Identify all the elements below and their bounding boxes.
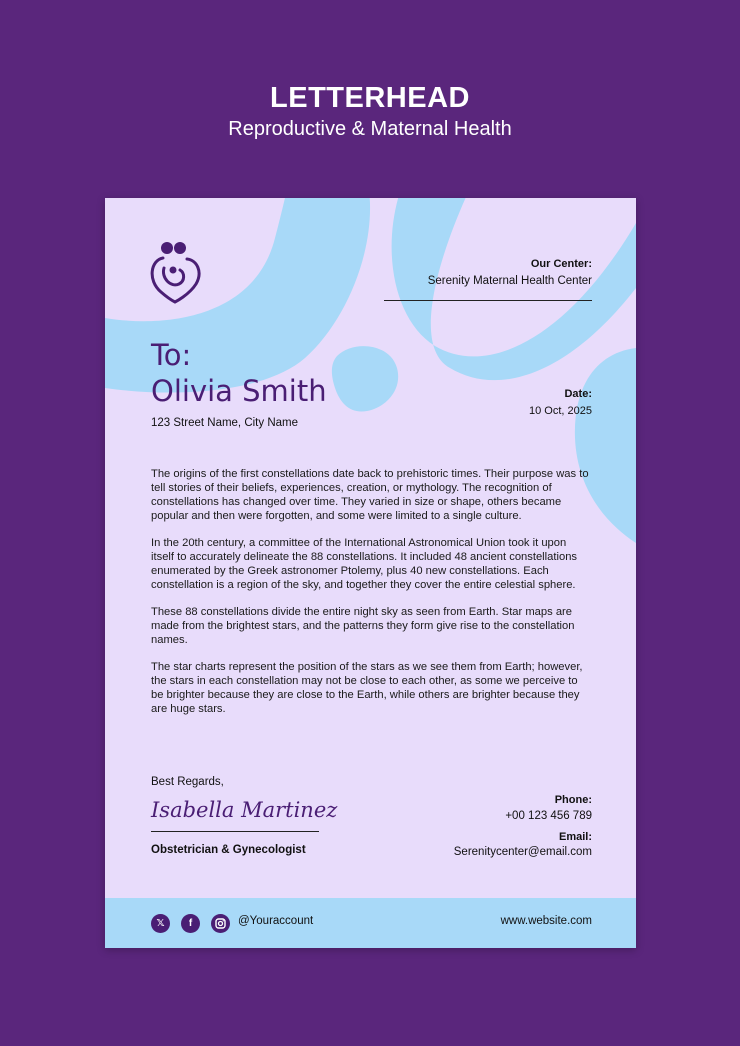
facebook-icon[interactable]: f bbox=[181, 914, 200, 933]
closing-regards: Best Regards, bbox=[151, 776, 224, 788]
instagram-icon[interactable] bbox=[211, 914, 230, 933]
job-title: Obstetrician & Gynecologist bbox=[151, 844, 306, 856]
recipient-name: Olivia Smith bbox=[151, 374, 327, 408]
x-icon[interactable]: 𝕏 bbox=[151, 914, 170, 933]
date-value: 10 Oct, 2025 bbox=[529, 405, 592, 417]
social-handle[interactable]: @Youraccount bbox=[238, 915, 314, 927]
email-label: Email: bbox=[558, 831, 592, 843]
blob-right-loop bbox=[392, 198, 636, 380]
blob-small bbox=[332, 346, 398, 411]
body-paragraph: These 88 constellations divide the entire night sky as seen from Earth. Star maps are made from the brightest stars, and the patterns they form give rise to the constellation names. bbox=[151, 606, 575, 646]
body-paragraph: The origins of the first constellations date back to prehistoric times. Their purpose was to tell stories of their beliefs, experiences, creation, or mythology. The recognition of constellations has changed over time. They varied in size or shape, others became popular and then were forgotten, and some were limited to a single culture. bbox=[151, 468, 589, 522]
center-label: Our Center: bbox=[530, 258, 592, 270]
recipient-to-label: To: bbox=[151, 338, 192, 372]
signature-line bbox=[151, 831, 319, 832]
blob-left-band bbox=[105, 198, 370, 393]
letterhead-sheet bbox=[105, 198, 636, 948]
website-link[interactable]: www.website.com bbox=[500, 915, 592, 927]
divider bbox=[384, 300, 592, 301]
footer-bar bbox=[105, 898, 636, 948]
phone-value: +00 123 456 789 bbox=[505, 810, 592, 822]
body-paragraph: In the 20th century, a committee of the International Astronomical Union took it upon itself to accurately delineate the 88 constellations. It included 48 ancient constellations enumerated by the Greek astronomer Ptolemy, plus 40 new constellations. Each constellation is a region of the sky, and together they cover the entire celestial sphere. bbox=[151, 537, 578, 591]
recipient-address: 123 Street Name, City Name bbox=[151, 417, 299, 429]
mother-child-heart-icon bbox=[149, 240, 201, 306]
page-subtitle: Reproductive & Maternal Health bbox=[228, 118, 512, 140]
center-name: Serenity Maternal Health Center bbox=[427, 275, 592, 287]
signature: Isabella Martinez bbox=[151, 798, 338, 822]
page-title: LETTERHEAD bbox=[270, 82, 470, 114]
phone-label: Phone: bbox=[554, 794, 592, 806]
body-paragraph: The star charts represent the position of the stars as we see them from Earth; however, the stars in each constellation may not be close to each other, as some we perceive to be brighter because they are close to the Earth, while others are brighter because they are huge stars. bbox=[151, 661, 583, 715]
date-label: Date: bbox=[564, 388, 592, 400]
email-value: Serenitycenter@email.com bbox=[453, 846, 592, 858]
letter-body bbox=[151, 467, 591, 729]
